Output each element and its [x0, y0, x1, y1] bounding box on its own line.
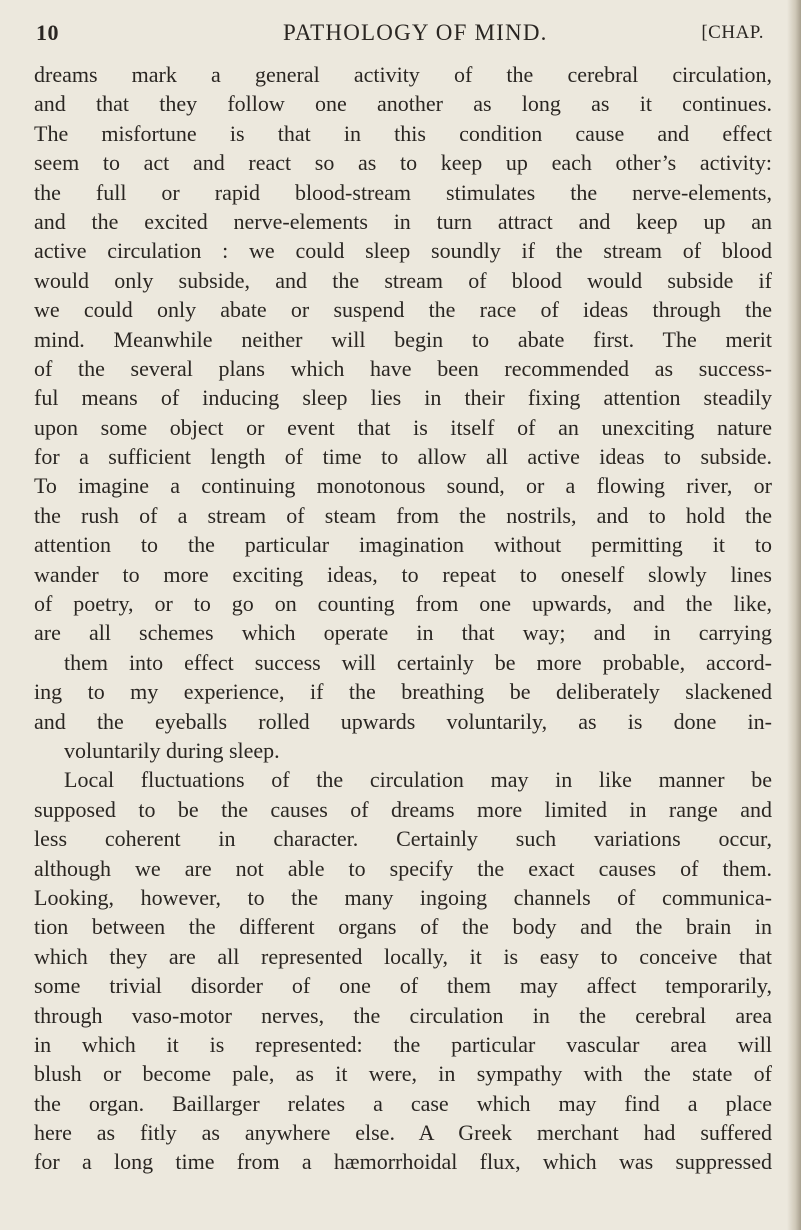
chapter-mark: [CHAP.	[701, 22, 764, 43]
body-text	[34, 60, 772, 1177]
text-line: for a long time from a hæmorrhoidal flux, which was suppressed	[34, 1149, 772, 1175]
text-line: and the excited nerve-elements in turn attract and keep up an	[34, 208, 772, 234]
text-line: we could only abate or suspend the race of ideas through the	[34, 297, 772, 323]
text-line: would only subside, and the stream of blood would subside if	[34, 267, 772, 293]
text-line: through vaso-motor nerves, the circulation in the cerebral area	[34, 1002, 772, 1028]
text-line: tion between the different organs of the body and the brain in	[34, 914, 772, 940]
text-line: some trivial disorder of one of them may affect temporarily,	[34, 973, 772, 999]
text-line: which they are all represented locally, it is easy to conceive that	[34, 943, 772, 969]
text-line: active circulation : we could sleep soundly if the stream of blood	[34, 238, 772, 264]
text-line: less coherent in character. Certainly such variations occur,	[34, 826, 772, 852]
text-line: here as fitly as anywhere else. A Greek merchant had suffered	[34, 1120, 772, 1146]
text-line: and the eyeballs rolled upwards voluntarily, as is done in-	[34, 708, 772, 734]
text-line: Looking, however, to the many ingoing channels of communica-	[34, 884, 772, 910]
text-line: and that they follow one another as long as it continues.	[34, 91, 772, 117]
text-line: ing to my experience, if the breathing be deliberately slackened	[34, 679, 772, 705]
text-line: ful means of inducing sleep lies in their fixing attention steadily	[34, 385, 772, 411]
text-line: mind. Meanwhile neither will begin to abate first. The merit	[34, 326, 772, 352]
page-edge-shadow	[787, 0, 801, 1230]
text-line: of the several plans which have been recommended as success-	[34, 355, 772, 381]
text-line: the full or rapid blood-stream stimulates the nerve-elements,	[34, 179, 772, 205]
text-line: although we are not able to specify the exact causes of them.	[34, 855, 772, 881]
text-line: To imagine a continuing monotonous sound, or a flowing river, or	[34, 473, 772, 499]
running-head: PATHOLOGY OF MIND.	[283, 20, 548, 45]
text-line: blush or become pale, as it were, in sympathy with the state of	[34, 1061, 772, 1087]
text-line: seem to act and react so as to keep up each other’s activity:	[34, 150, 772, 176]
text-line: are all schemes which operate in that way; and in carrying	[34, 620, 772, 646]
text-line: The misfortune is that in this condition cause and effect	[34, 120, 772, 146]
text-line: voluntarily during sleep.	[64, 737, 280, 763]
text-line: for a sufficient length of time to allow all active ideas to subside.	[34, 444, 772, 470]
page-number: 10	[36, 20, 59, 45]
text-line: attention to the particular imagination without permitting it to	[34, 532, 772, 558]
text-line: dreams mark a general activity of the cerebral circulation,	[34, 62, 772, 87]
text-line: in which it is represented: the particular vascular area will	[34, 1031, 772, 1057]
text-line: the rush of a stream of steam from the nostrils, and to hold the	[34, 502, 772, 528]
page-header	[36, 20, 764, 54]
text-line: upon some object or event that is itself of an unexciting nature	[34, 414, 772, 440]
paragraph-start-line: Local fluctuations of the circulation may in like manner be	[64, 767, 772, 793]
text-line: them into effect success will certainly be more probable, accord-	[64, 649, 772, 675]
text-line: wander to more exciting ideas, to repeat to oneself slowly lines	[34, 561, 772, 587]
text-line: of poetry, or to go on counting from one upwards, and the like,	[34, 591, 772, 617]
text-line: the organ. Baillarger relates a case which may find a place	[34, 1090, 772, 1116]
text-line: supposed to be the causes of dreams more limited in range and	[34, 796, 772, 822]
